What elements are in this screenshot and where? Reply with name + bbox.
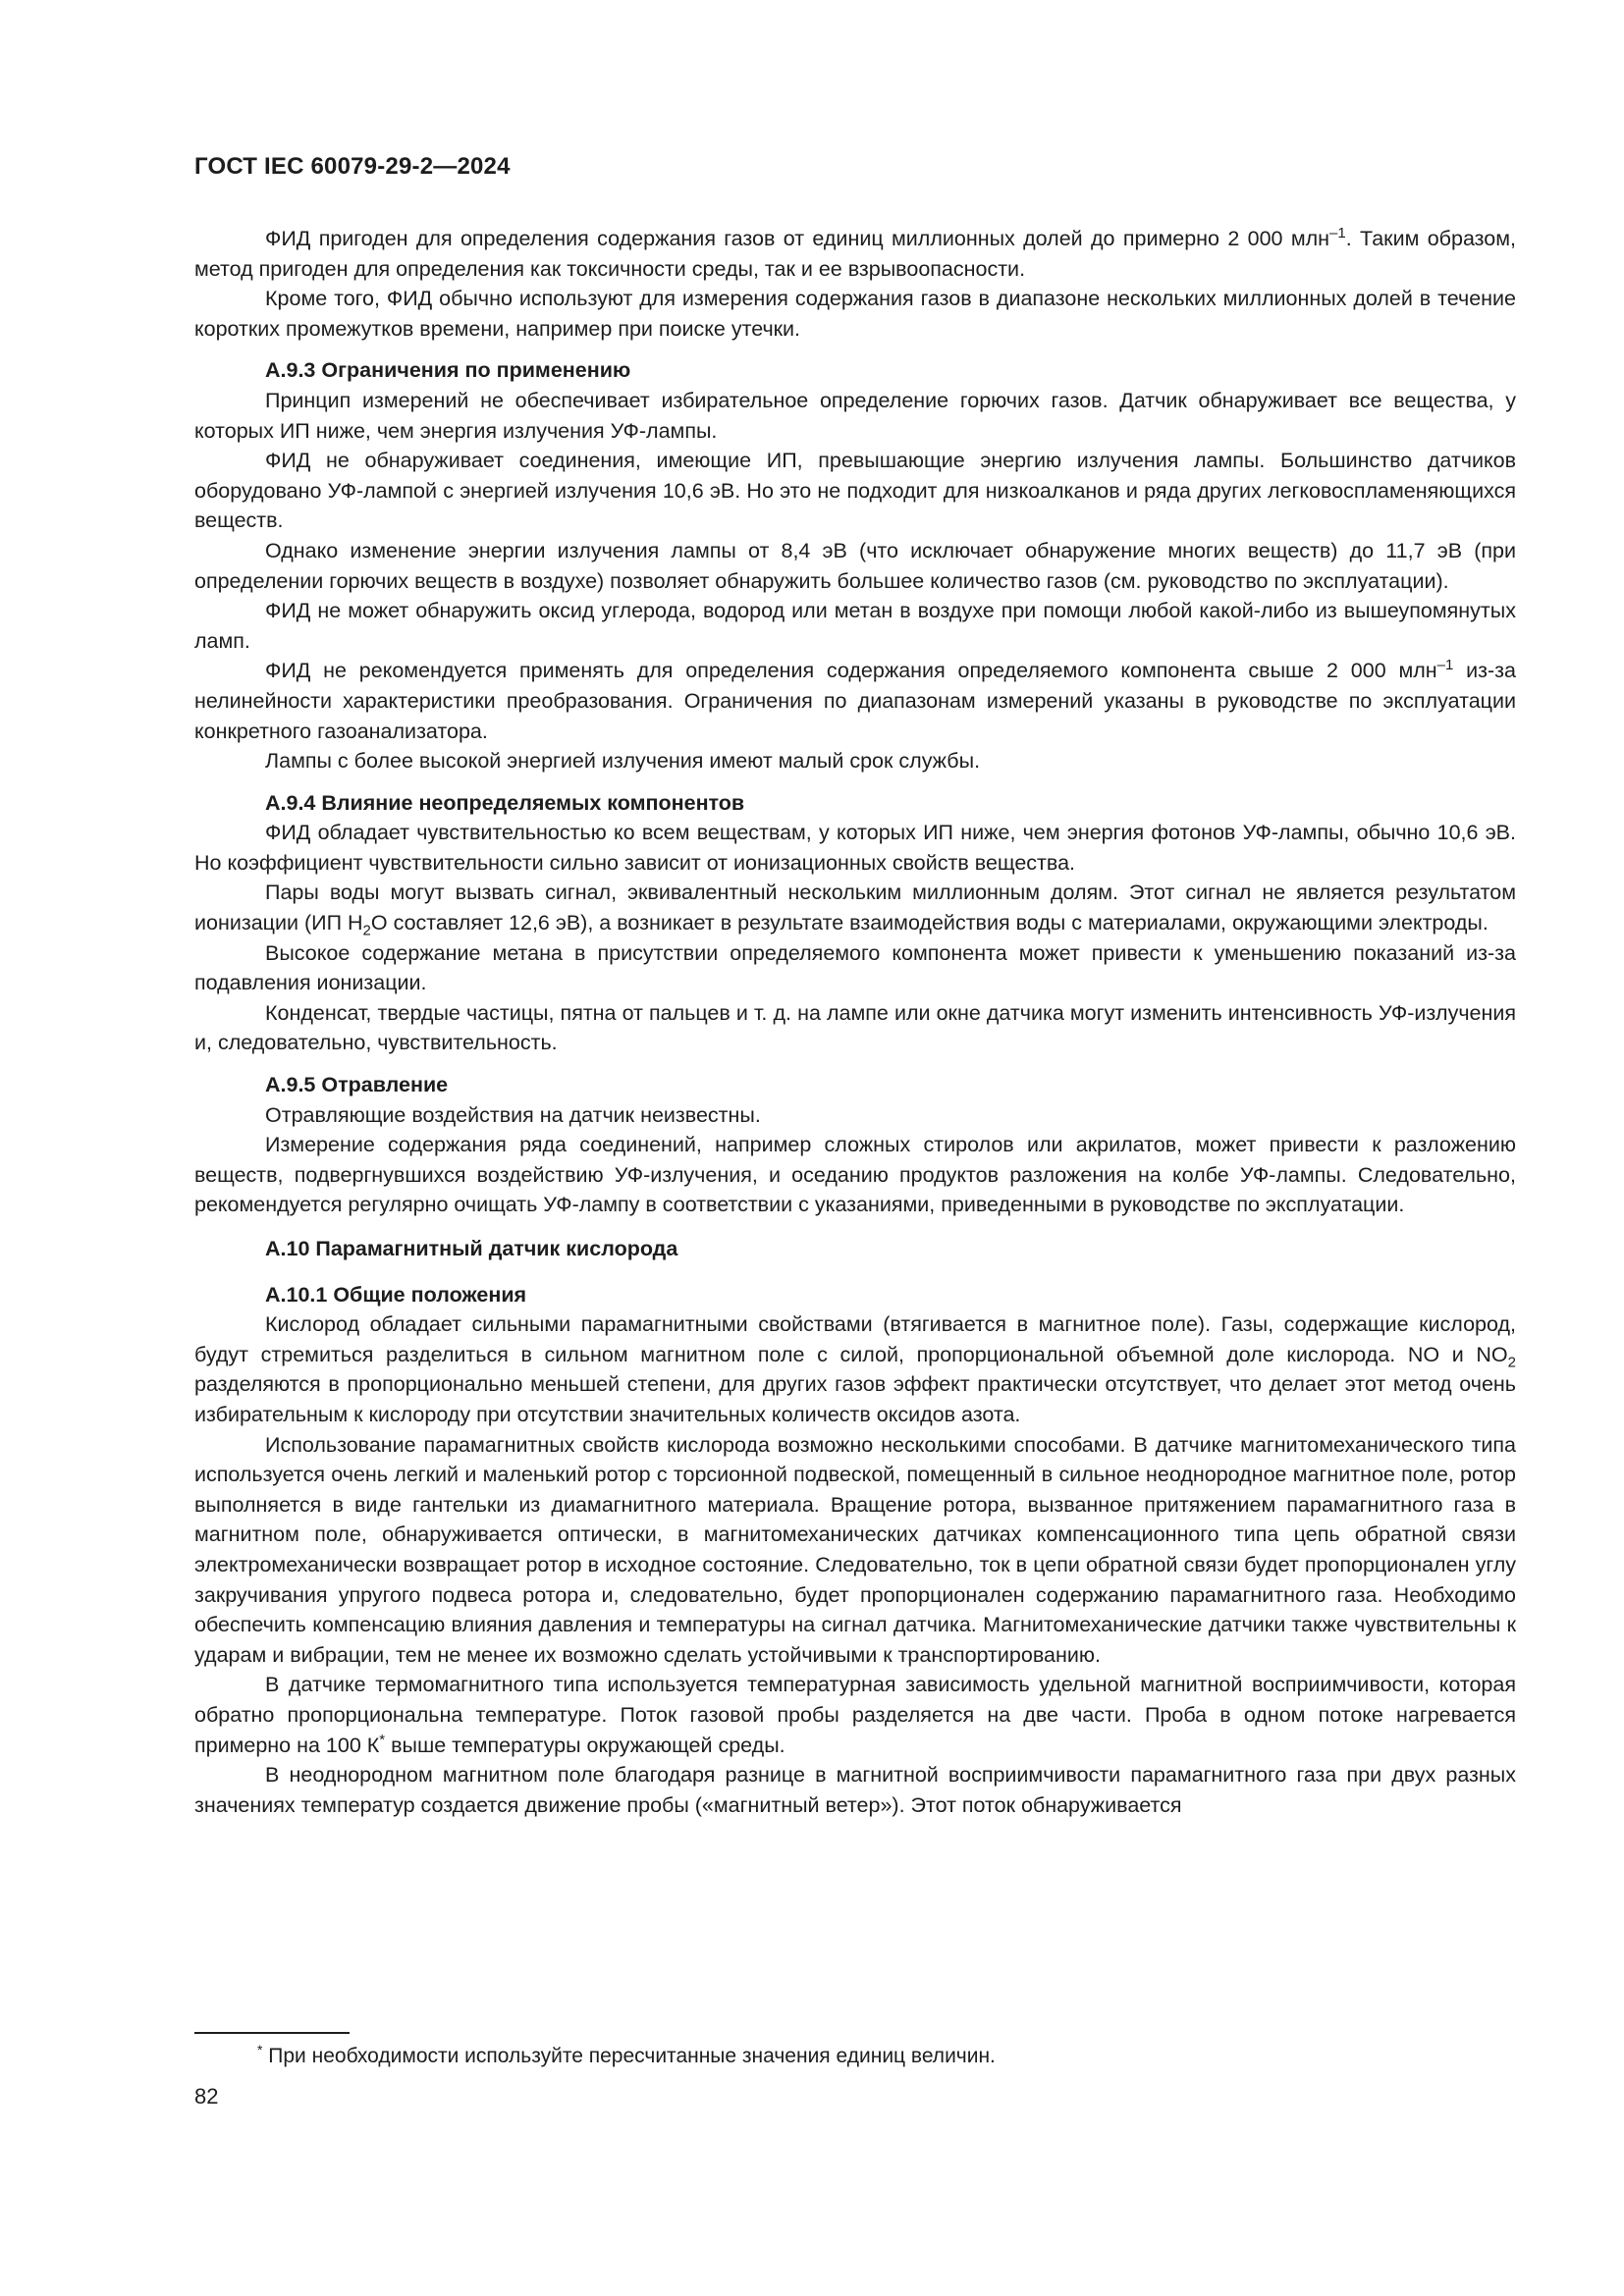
section-heading-a94: А.9.4 Влияние неопределяемых компонентов xyxy=(265,790,745,815)
a101-paragraph-4: В неоднородном магнитном поле благодаря разнице в магнитной восприимчивости парамагнитного газа при двух разных значениях температур создается движение пробы («магнитный ветер»). Этот поток обнаруживается xyxy=(194,1763,1516,1817)
section-heading-a93: А.9.3 Ограничения по применению xyxy=(265,358,631,383)
document-body xyxy=(194,224,1516,1820)
a93-paragraph-6: Лампы с более высокой энергией излучения имеют малый срок службы. xyxy=(265,749,981,774)
intro-paragraph-2: Кроме того, ФИД обычно используют для измерения содержания газов в диапазоне нескольких миллионных долей в течение коротких промежутков времени, например при поиске утечки. xyxy=(194,287,1516,341)
a95-paragraph-1: Отравляющие воздействия на датчик неизвестны. xyxy=(265,1102,761,1127)
a95-paragraph-2: Измерение содержания ряда соединений, например сложных стиролов или акрилатов, может привести к разложению веществ, подвергнувшихся воздействию УФ-излучения, и оседанию продуктов разложения на колбе УФ-лампы. Следовательно, рекомендуется регулярно очищать УФ-лампу в соответствии с указаниями, приведенными в руководстве по эксплуатации. xyxy=(194,1133,1516,1217)
a94-paragraph-4: Конденсат, твердые частицы, пятна от пальцев и т. д. на лампе или окне датчика могут изменить интенсивность УФ-излучения и, следовательно, чувствительность. xyxy=(194,1000,1516,1055)
footnote-divider xyxy=(194,2032,350,2034)
a101-paragraph-3: В датчике термомагнитного типа используется температурная зависимость удельной магнитной восприимчивости, которая обратно пропорциональна температуре. Поток газовой пробы разделяется на две части. Проба в одном потоке нагревается примерно на 100 К* выше температуры окружающей среды. xyxy=(194,1673,1516,1757)
a94-paragraph-2: Пары воды могут вызвать сигнал, эквивалентный нескольким миллионным долям. Этот сигнал не является результатом ионизации (ИП $H_2O$ составляет 12,6 эВ), а возникает в результате взаимодействия воды с материалами, окружающими электроды. xyxy=(194,881,1516,939)
a93-paragraph-2: ФИД не обнаруживает соединения, имеющие ИП, превышающие энергию излучения лампы. Большинство датчиков оборудовано УФ-лампой с энергией излучения 10,6 эВ. Но это не подходит для низкоалканов и ряда других легковоспламеняющихся веществ. xyxy=(194,449,1516,533)
a94-paragraph-3: Высокое содержание метана в присутствии определяемого компонента может привести к уменьшению показаний из-за подавления ионизации. xyxy=(194,940,1516,995)
footnote: * При необходимости используйте пересчитанные значения единиц величин. xyxy=(257,2042,996,2067)
document-header: ГОСТ IEC 60079-29-2—2024 xyxy=(194,153,511,180)
a101-paragraph-1: Кислород обладает сильными парамагнитными свойствами (втягивается в магнитное поле). Газы, содержащие кислород, будут стремиться разделиться в сильном магнитном поле с силой, пропорциональной объемной доле кислорода. NO и $NO_2$ разделяются в пропорционально меньшей степени, для других газов эффект практически отсутствует, что делает этот метод очень избирательным к кислороду при отсутствии значительных количеств оксидов азота. xyxy=(194,1312,1516,1426)
a93-paragraph-4: ФИД не может обнаружить оксид углерода, водород или метан в воздухе при помощи любой какой-либо из вышеупомянутых ламп. xyxy=(194,599,1516,653)
page-number: 82 xyxy=(194,2084,219,2109)
a93-paragraph-3: Однако изменение энергии излучения лампы от 8,4 эВ (что исключает обнаружение многих веществ) до 11,7 эВ (при определении горючих веществ в воздухе) позволяет обнаружить большее количество газов (см. руководство по эксплуатации). xyxy=(194,538,1516,593)
a94-paragraph-1: ФИД обладает чувствительностью ко всем веществам, у которых ИП ниже, чем энергия фотонов УФ-лампы, обычно 10,6 эВ. Но коэффициент чувствительности сильно зависит от ионизационных свойств вещества. xyxy=(194,821,1516,875)
intro-paragraph-1: ФИД пригоден для определения содержания газов от единиц миллионных долей до примерно 2 000 млн$^{-1}$. Таким образом, метод пригоден для определения как токсичности среды, так и ее взрывоопасности. xyxy=(194,224,1516,281)
section-heading-a10: А.10 Парамагнитный датчик кислорода xyxy=(265,1237,678,1260)
section-heading-a101: А.10.1 Общие положения xyxy=(265,1282,527,1307)
a101-paragraph-2: Использование парамагнитных свойств кислорода возможно несколькими способами. В датчике магнитомеханического типа используется очень легкий и маленький ротор с торсионной подвеской, помещенный в сильное неоднородное магнитное поле, ротор выполняется в виде гантельки из диамагнитного материала. Вращение ротора, вызванное притяжением парамагнитного газа в магнитном поле, обнаруживается оптически, в магнитомеханических датчиках компенсационного типа цепь обратной связи электромеханически возвращает ротор в исходное состояние. Следовательно, ток в цепи обратной связи будет пропорционален углу закручивания упругого подвеса ротора и, следовательно, будет пропорционален содержанию парамагнитного газа. Необходимо обеспечить компенсацию влияния давления и температуры на сигнал датчика. Магнитомеханические датчики также чувствительны к ударам и вибрации, тем не менее их возможно сделать устойчивыми к транспортированию. xyxy=(194,1432,1516,1667)
section-heading-a95: А.9.5 Отравление xyxy=(265,1073,449,1097)
a93-paragraph-1: Принцип измерений не обеспечивает избирательное определение горючих газов. Датчик обнаруживает все вещества, у которых ИП ниже, чем энергия излучения УФ-лампы. xyxy=(194,388,1516,443)
a93-paragraph-5: ФИД не рекомендуется применять для определения содержания определяемого компонента свыше 2 000 млн$^{-1}$ из-за нелинейности характеристики преобразования. Ограничения по диапазонам измерений указаны в руководстве по эксплуатации конкретного газоанализатора. xyxy=(194,657,1516,743)
